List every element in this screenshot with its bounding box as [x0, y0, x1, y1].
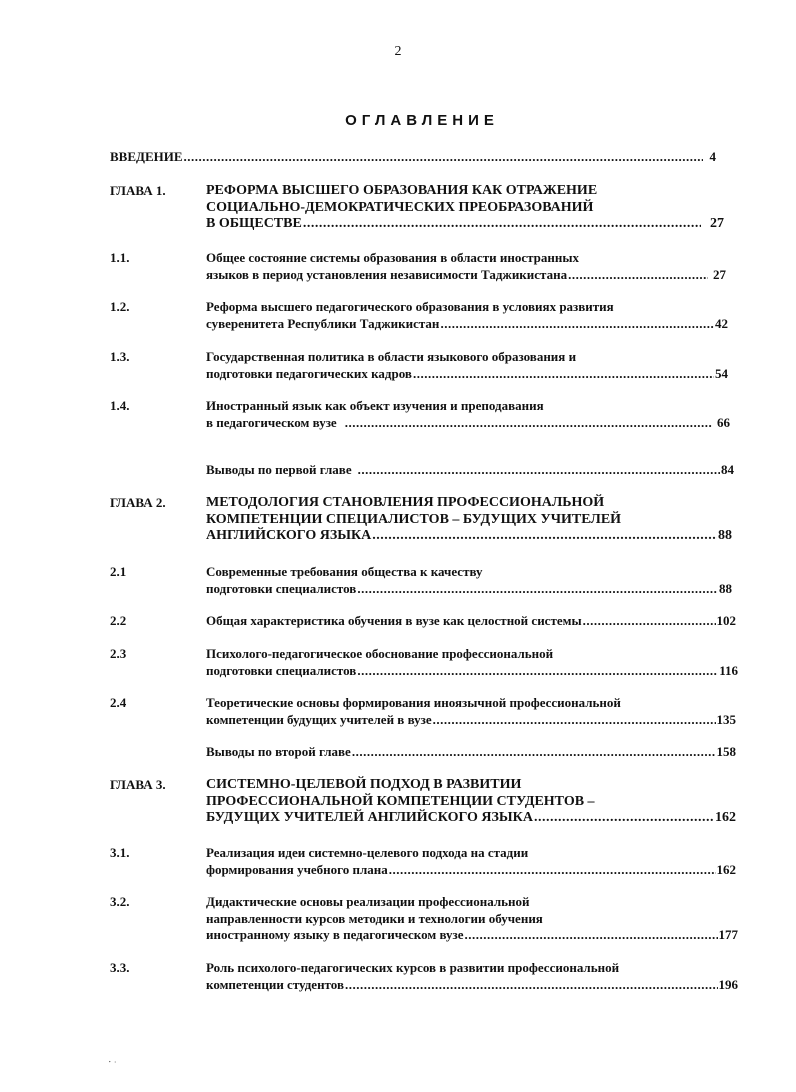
title-line: Иностранный язык как объект изучения и преподавания	[206, 398, 544, 413]
chapter-title	[206, 495, 732, 545]
title-line: Выводы по второй главе	[206, 744, 351, 759]
page-ref: 162	[716, 861, 736, 877]
toc-line	[206, 927, 738, 944]
section-title	[206, 695, 736, 728]
toc-line	[206, 613, 736, 630]
leader-dots	[357, 581, 718, 598]
scan-speck: ⠂·	[108, 1058, 117, 1067]
page-ref: 162	[715, 810, 736, 825]
title-line: направленности курсов методики и технологии обучения	[206, 910, 543, 926]
toc-line	[206, 528, 732, 545]
page-ref: 54	[715, 365, 728, 381]
toc-line	[206, 744, 736, 761]
title-line: Общая характеристика обучения в вузе как целостной системы	[206, 613, 582, 628]
page-ref: 27	[710, 216, 724, 231]
title-line: подготовки специалистов	[206, 662, 357, 678]
section-title	[206, 462, 734, 479]
toc-line	[206, 216, 724, 233]
chapter-number: ГЛАВА 3.	[110, 777, 166, 792]
title-line: В ОБЩЕСТВЕ	[206, 216, 302, 231]
title-line: Современные требования общества к качеству	[206, 564, 483, 579]
page-ref: 27	[713, 266, 726, 282]
leader-dots	[413, 366, 714, 383]
toc-line	[206, 712, 736, 729]
title-line: Теоретические основы формирования иноязычной профессиональной	[206, 695, 621, 710]
title-line: компетенции студентов	[206, 976, 344, 992]
page-ref: 177	[718, 927, 738, 942]
toc-line	[206, 267, 726, 284]
section-title	[206, 299, 728, 332]
title-line: ПРОФЕССИОНАЛЬНОЙ КОМПЕТЕНЦИИ СТУДЕНТОВ –	[206, 793, 595, 809]
section-number: 3.1.	[110, 845, 130, 860]
title-line: АНГЛИЙСКОГО ЯЗЫКА	[206, 528, 372, 543]
toc-line	[206, 977, 738, 994]
toc-line	[206, 415, 730, 432]
page-ref: 135	[716, 711, 736, 727]
title-line: Общее состояние системы образования в области иностранных	[206, 250, 579, 265]
title-line: Государственная политика в области языкового образования и	[206, 349, 577, 364]
leader-dots	[303, 216, 701, 233]
section-title	[206, 398, 730, 431]
leader-dots	[345, 977, 718, 994]
leader-dots	[345, 415, 712, 432]
section-title	[206, 250, 726, 283]
title-line: Реформа высшего педагогического образования в условиях развития	[206, 299, 614, 314]
page-ref: 88	[719, 580, 732, 596]
section-number: 2.1	[110, 564, 127, 579]
section-title	[206, 845, 736, 878]
leader-dots	[357, 663, 718, 680]
toc-line	[206, 366, 728, 383]
chapter-number: ГЛАВА 1.	[110, 183, 166, 198]
title-line: БУДУЩИХ УЧИТЕЛЕЙ АНГЛИЙСКОГО ЯЗЫКА	[206, 810, 533, 825]
chapter-title	[206, 777, 736, 827]
page-ref: 102	[716, 613, 736, 628]
chapter-number: ГЛАВА 2.	[110, 495, 166, 510]
title-line: Психолого-педагогическое обоснование профессиональной	[206, 646, 554, 661]
page-ref: 42	[715, 315, 728, 331]
title-line: подготовки специалистов	[206, 580, 357, 596]
page-ref: 196	[718, 976, 738, 992]
leader-dots	[583, 613, 716, 630]
title-line: Роль психолого-педагогических курсов в развитии профессиональной	[206, 960, 620, 975]
section-number: 1.2.	[110, 299, 130, 314]
entry-title: ВВЕДЕНИЕ	[110, 149, 183, 164]
title-line: Реализация идеи системно-целевого подхода на стадии	[206, 845, 529, 860]
title-line: формирования учебного плана	[206, 861, 388, 877]
page-ref: 4	[709, 149, 716, 164]
page-ref: 158	[716, 744, 736, 759]
section-number: 1.1.	[110, 250, 130, 265]
toc-line	[206, 316, 728, 333]
toc-line	[206, 581, 732, 598]
title-line: в педагогическом вузе	[206, 414, 337, 430]
leader-dots	[184, 149, 703, 165]
page-ref: 84	[721, 462, 734, 477]
page-ref: 66	[717, 414, 730, 430]
section-title	[206, 894, 738, 944]
toc-line	[206, 462, 734, 479]
page-ref: 88	[718, 528, 732, 543]
title-line: СИСТЕМНО-ЦЕЛЕВОЙ ПОДХОД В РАЗВИТИИ	[206, 777, 522, 792]
toc-line	[206, 663, 738, 680]
section-title	[206, 744, 736, 761]
title-line: подготовки педагогических кадров	[206, 365, 412, 381]
page-ref: 116	[719, 662, 738, 678]
section-title	[206, 349, 728, 382]
title-line: языков в период установления независимости Таджикистана	[206, 266, 568, 282]
leader-dots	[534, 810, 714, 827]
leader-dots	[358, 462, 720, 479]
section-number: 3.3.	[110, 960, 130, 975]
title-line: иностранному языку в педагогическом вузе	[206, 927, 464, 942]
toc-heading: ОГЛАВЛЕНИЕ	[345, 112, 499, 129]
leader-dots	[389, 862, 716, 879]
section-number: 1.3.	[110, 349, 130, 364]
page-number: 2	[394, 44, 402, 59]
section-number: 2.4	[110, 695, 127, 710]
section-title	[206, 646, 738, 679]
leader-dots	[372, 528, 717, 545]
chapter-title	[206, 183, 724, 233]
section-number: 2.3	[110, 646, 127, 661]
section-number: 1.4.	[110, 398, 130, 413]
title-line: суверенитета Республики Таджикистан	[206, 315, 440, 331]
section-title	[206, 960, 738, 993]
section-title	[206, 564, 732, 597]
title-line: СОЦИАЛЬНО-ДЕМОКРАТИЧЕСКИХ ПРЕОБРАЗОВАНИЙ	[206, 199, 594, 215]
section-number: 3.2.	[110, 894, 130, 909]
toc-line	[110, 149, 716, 165]
title-line: РЕФОРМА ВЫСШЕГО ОБРАЗОВАНИЯ КАК ОТРАЖЕНИЕ	[206, 183, 598, 198]
title-line: КОМПЕТЕНЦИИ СПЕЦИАЛИСТОВ – БУДУЩИХ УЧИТЕЛЕЙ	[206, 511, 622, 527]
leader-dots	[433, 712, 716, 729]
toc-line	[206, 810, 736, 827]
leader-dots	[465, 927, 718, 944]
leader-dots	[568, 267, 708, 284]
leader-dots	[440, 316, 714, 333]
title-line: компетенции будущих учителей в вузе	[206, 711, 432, 727]
leader-dots	[352, 744, 716, 761]
title-line: Дидактические основы реализации профессиональной	[206, 894, 530, 909]
title-line: МЕТОДОЛОГИЯ СТАНОВЛЕНИЯ ПРОФЕССИОНАЛЬНОЙ	[206, 495, 605, 510]
section-number: 2.2	[110, 613, 127, 628]
title-line: Выводы по первой главе	[206, 462, 352, 477]
toc-line	[206, 862, 736, 879]
section-title	[206, 613, 736, 630]
